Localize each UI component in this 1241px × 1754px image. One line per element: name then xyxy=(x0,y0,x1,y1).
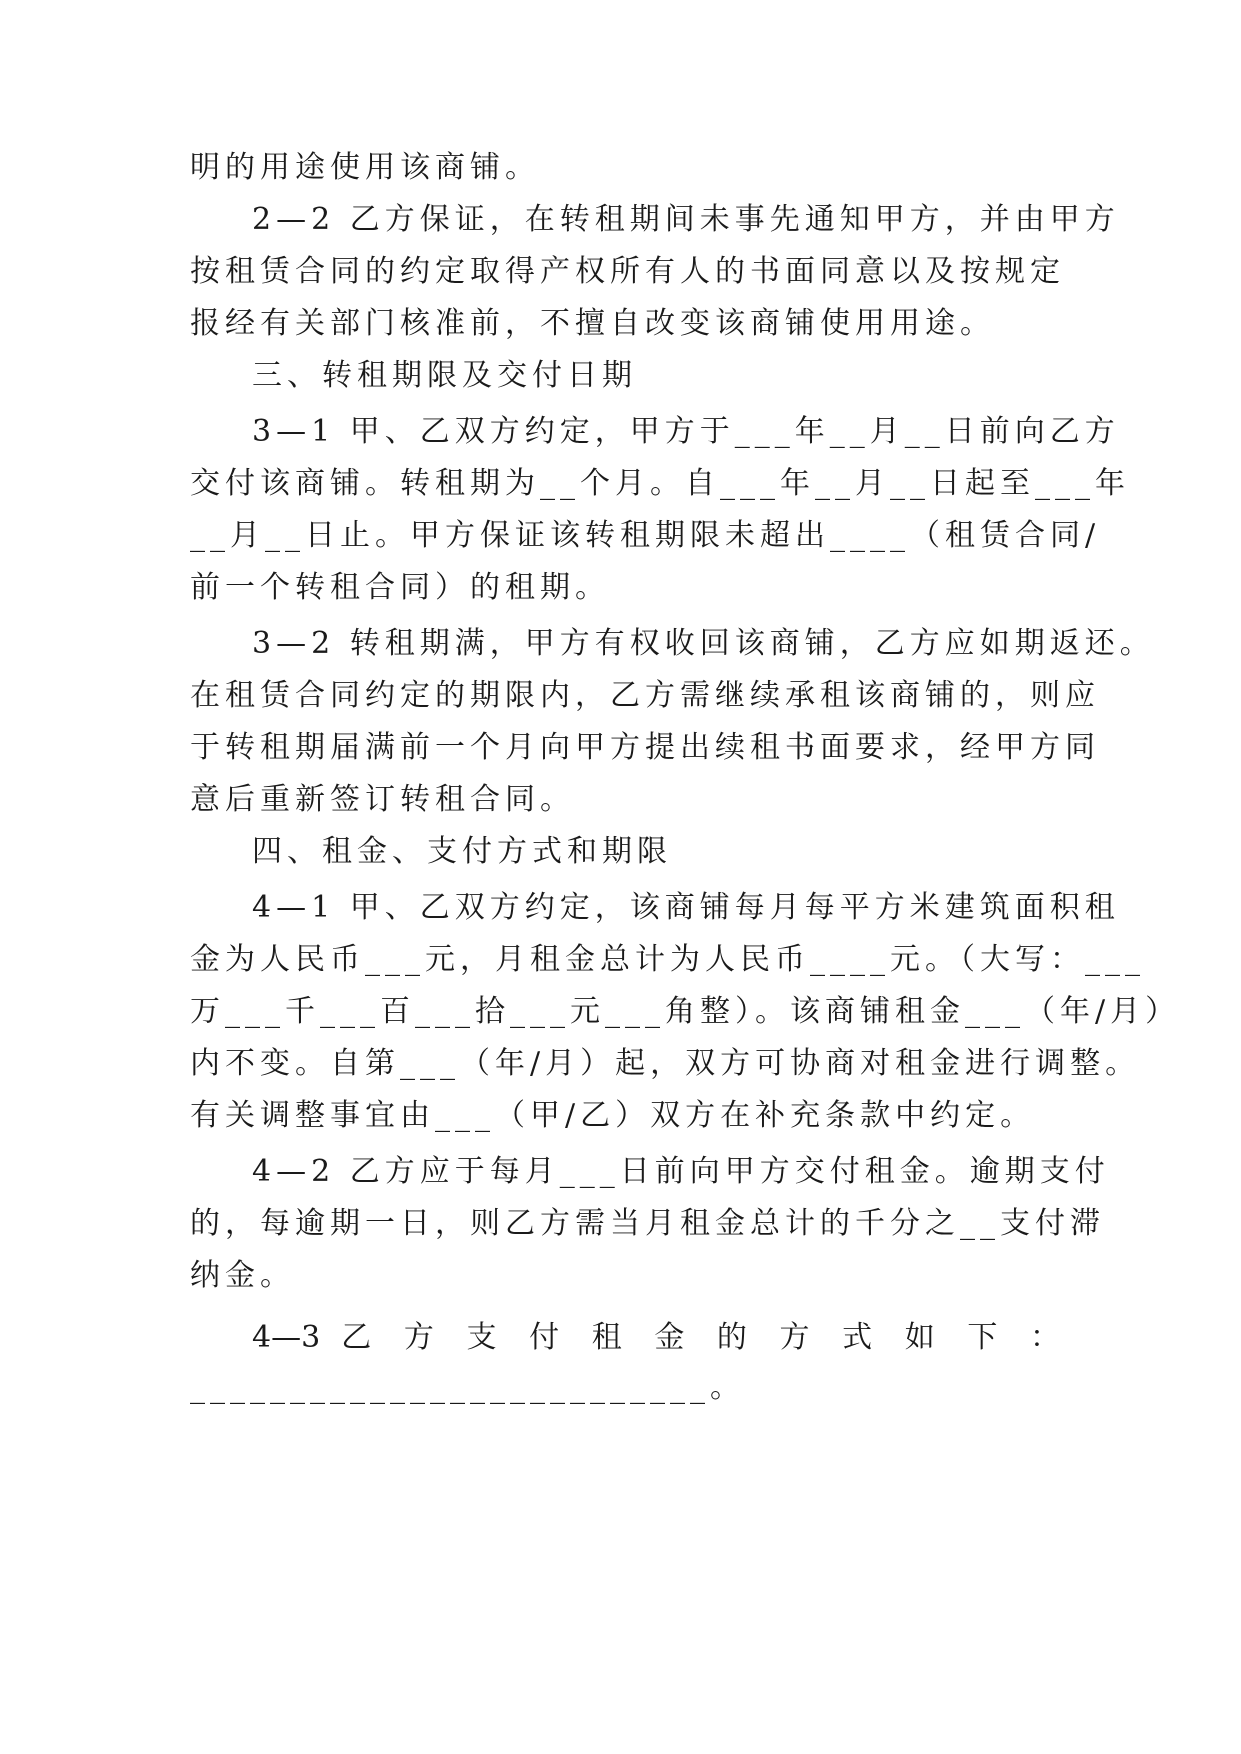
text-line: 按租赁合同的约定取得产权所有人的书面同意以及按规定 xyxy=(190,254,1065,289)
text-line: 交付该商铺。转租期为__个月。自___年__月__日起至___年 xyxy=(190,466,1130,501)
text-line: __月__日止。甲方保证该转租期限未超出____（租赁合同/ xyxy=(190,518,1101,553)
text-line: 3—2 转租期满，甲方有权收回该商铺，乙方应如期返还。 xyxy=(252,626,1155,661)
text-line: __________________________。 xyxy=(190,1370,745,1405)
text-line: 前一个转租合同）的租期。 xyxy=(190,570,610,605)
text-line: 4—3 乙 方 支 付 租 金 的 方 式 如 下 ： xyxy=(252,1320,1060,1355)
text-line: 万___千___百___拾___元___角整）。该商铺租金___（年/月） xyxy=(190,994,1181,1029)
section-heading: 三、转租期限及交付日期 xyxy=(252,358,637,393)
text-line: 4—2 乙方应于每月___日前向甲方交付租金。逾期支付 xyxy=(252,1154,1110,1189)
text-line: 明的用途使用该商铺。 xyxy=(190,150,540,185)
text-line: 意后重新签订转租合同。 xyxy=(190,782,575,817)
text-line: 金为人民币___元，月租金总计为人民币____元。（大写：___ xyxy=(190,942,1145,977)
text-line: 4—1 甲、乙双方约定，该商铺每月每平方米建筑面积租 xyxy=(252,890,1120,925)
text-line: 纳金。 xyxy=(190,1258,295,1293)
text-line: 有关调整事宜由___（甲/乙）双方在补充条款中约定。 xyxy=(190,1098,1036,1133)
section-heading: 四、租金、支付方式和期限 xyxy=(252,834,672,869)
text-line: 于转租期届满前一个月向甲方提出续租书面要求，经甲方同 xyxy=(190,730,1100,765)
text-line: 3—1 甲、乙双方约定，甲方于___年__月__日前向乙方 xyxy=(252,414,1120,449)
text-line: 报经有关部门核准前，不擅自改变该商铺使用用途。 xyxy=(190,306,995,341)
text-line: 的，每逾期一日，则乙方需当月租金总计的千分之__支付滞 xyxy=(190,1206,1105,1241)
text-line: 内不变。自第___（年/月）起，双方可协商对租金进行调整。 xyxy=(190,1046,1141,1081)
text-line: 2—2 乙方保证，在转租期间未事先通知甲方，并由甲方 xyxy=(252,202,1120,237)
text-line: 在租赁合同约定的期限内，乙方需继续承租该商铺的，则应 xyxy=(190,678,1100,713)
